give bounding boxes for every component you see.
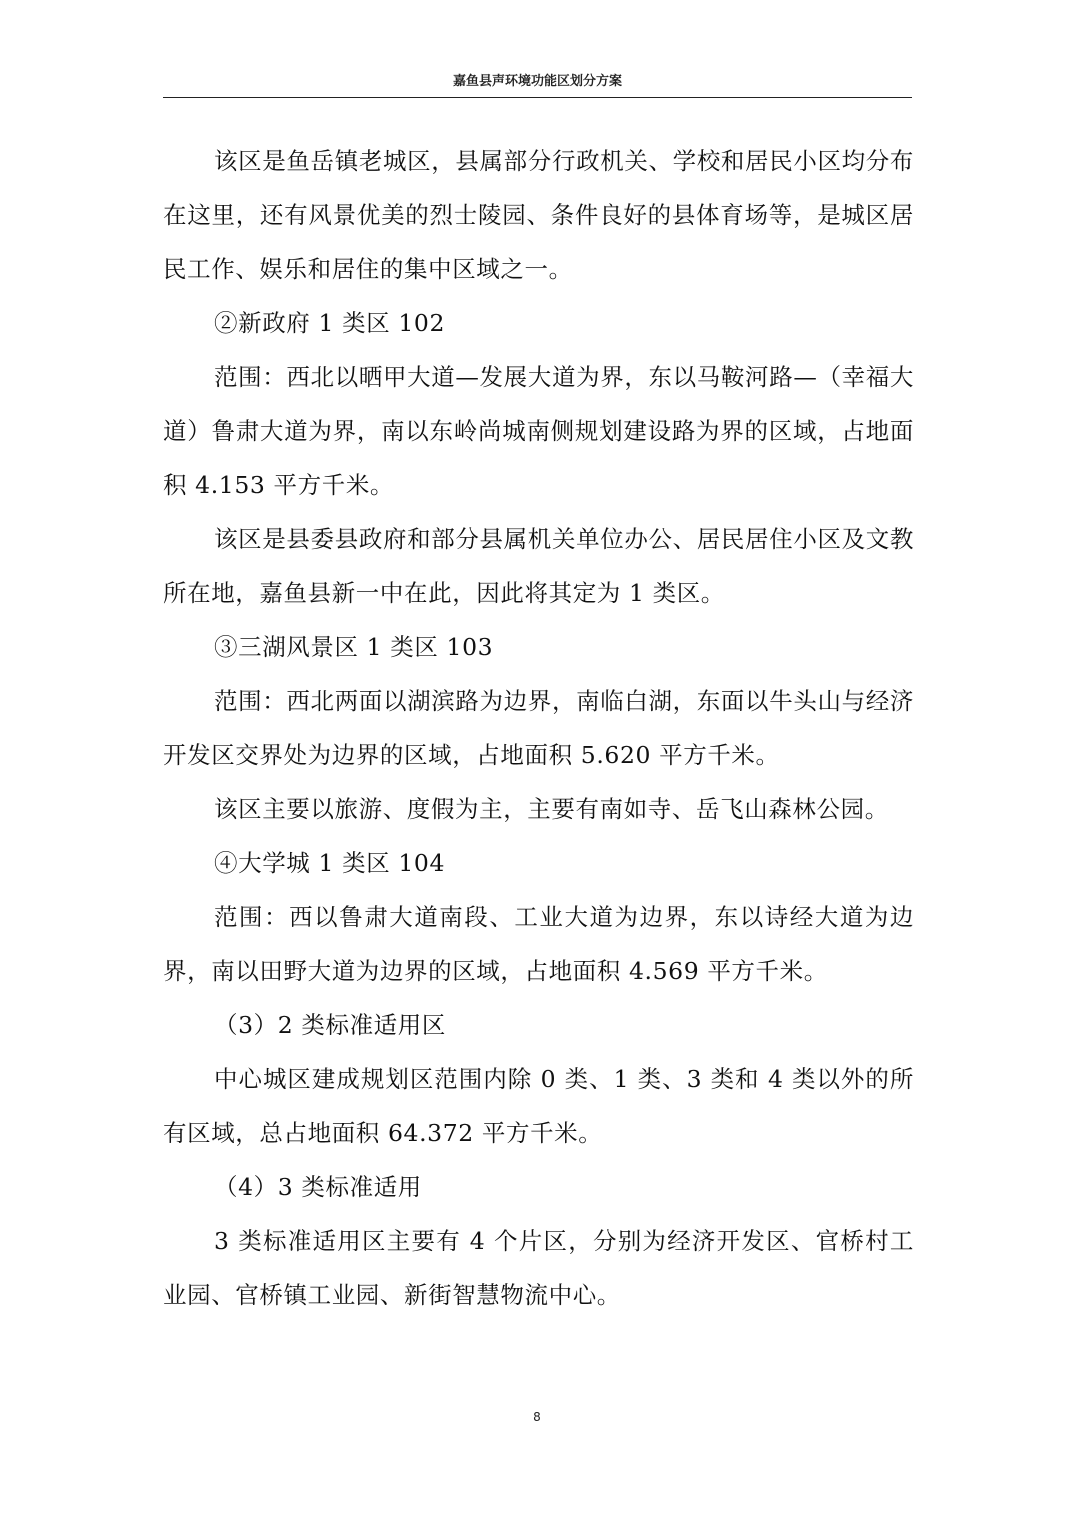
paragraph-old-town-description: 该区是鱼岳镇老城区，县属部分行政机关、学校和居民小区均分布在这里，还有风景优美的烈士陵园、条件良好的县体育场等，是城区居民工作、娱乐和居住的集中区域之一。 [163,147,914,283]
paragraph-university-town-scope: 范围：西以鲁肃大道南段、工业大道为边界，东以诗经大道为边界，南以田野大道为边界的区域，占地面积 4.569 平方千米。 [163,903,914,985]
heading-new-government-zone: ②新政府 1 类区 102 [214,309,446,337]
paragraph-new-government-description: 该区是县委县政府和部分县属机关单位办公、居民居住小区及文教所在地，嘉鱼县新一中在此，因此将其定为 1 类区。 [163,525,914,607]
heading-university-town-zone: ④大学城 1 类区 104 [214,849,446,877]
heading-class-3-zone: （4）3 类标准适用 [214,1173,422,1201]
paragraph-class-2-description: 中心城区建成规划区范围内除 0 类、1 类、3 类和 4 类以外的所有区域，总占地面积 64.372 平方千米。 [163,1065,914,1147]
page-number: 8 [533,1410,541,1424]
paragraph-class-3-description: 3 类标准适用区主要有 4 个片区，分别为经济开发区、官桥村工业园、官桥镇工业园、新街智慧物流中心。 [163,1227,914,1309]
heading-sanhu-scenic-zone: ③三湖风景区 1 类区 103 [214,633,494,661]
paragraph-sanhu-description: 该区主要以旅游、度假为主，主要有南如寺、岳飞山森林公园。 [214,795,889,823]
header-rule [163,97,912,98]
heading-class-2-zone: （3）2 类标准适用区 [214,1011,446,1039]
document-body [163,134,914,1322]
paragraph-new-government-scope: 范围：西北以晒甲大道—发展大道为界，东以马鞍河路—（幸福大道）鲁肃大道为界，南以东岭尚城南侧规划建设路为界的区域，占地面积 4.153 平方千米。 [163,363,914,499]
paragraph-sanhu-scope: 范围：西北两面以湖滨路为边界，南临白湖，东面以牛头山与经济开发区交界处为边界的区域，占地面积 5.620 平方千米。 [163,687,914,769]
running-header: 嘉鱼县声环境功能区划分方案 [452,74,622,89]
